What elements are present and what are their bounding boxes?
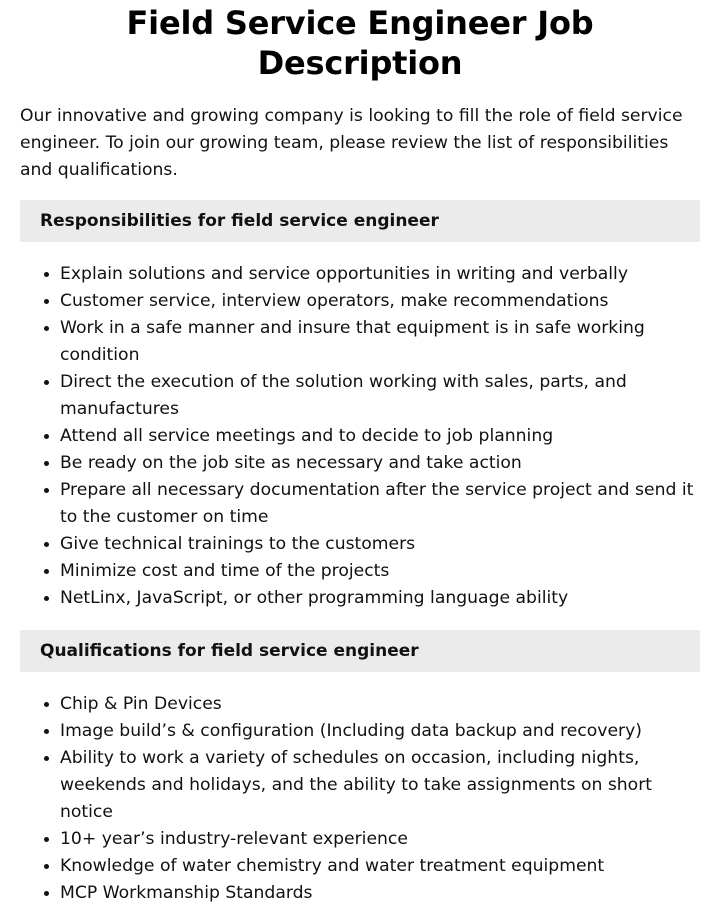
list-item: • NetLinx, JavaScript, or other programming language ability: [60, 585, 700, 612]
list-item: • Give technical trainings to the customers: [60, 531, 700, 558]
responsibilities-heading: Responsibilities for field service engineer: [20, 200, 700, 242]
page-title: Field Service Engineer Job Description: [126, 4, 594, 82]
list-item: • Image build’s & configuration (Including data backup and recovery): [60, 718, 700, 745]
list-item: • Work in a safe manner and insure that equipment is in safe working condition: [60, 315, 700, 369]
list-item: • MCP Workmanship Standards: [60, 880, 700, 907]
list-item: • Customer service, interview operators, make recommendations: [60, 288, 700, 315]
list-item: • Prepare all necessary documentation after the service project and send it to the customer on time: [60, 477, 700, 531]
qualifications-heading: Qualifications for field service engineer: [20, 630, 700, 672]
list-item: • Explain solutions and service opportunities in writing and verbally: [60, 261, 700, 288]
qualifications-list: [20, 691, 700, 907]
list-item: • Knowledge of water chemistry and water treatment equipment: [60, 853, 700, 880]
list-item: • Ability to work a variety of schedules on occasion, including nights, weekends and holidays, and the ability to take assignments on short notice: [60, 745, 700, 826]
list-item: • 10+ year’s industry-relevant experience: [60, 826, 700, 853]
list-item: • Be ready on the job site as necessary and take action: [60, 450, 700, 477]
list-item: • Attend all service meetings and to decide to job planning: [60, 423, 700, 450]
list-item: • Minimize cost and time of the projects: [60, 558, 700, 585]
responsibilities-list: [20, 261, 700, 612]
list-item: • Direct the execution of the solution working with sales, parts, and manufactures: [60, 369, 700, 423]
list-item: • Chip & Pin Devices: [60, 691, 700, 718]
intro-paragraph: Our innovative and growing company is looking to fill the role of field service engineer. To join our growing team, please review the list of responsibilities and qualifications.: [20, 106, 683, 180]
